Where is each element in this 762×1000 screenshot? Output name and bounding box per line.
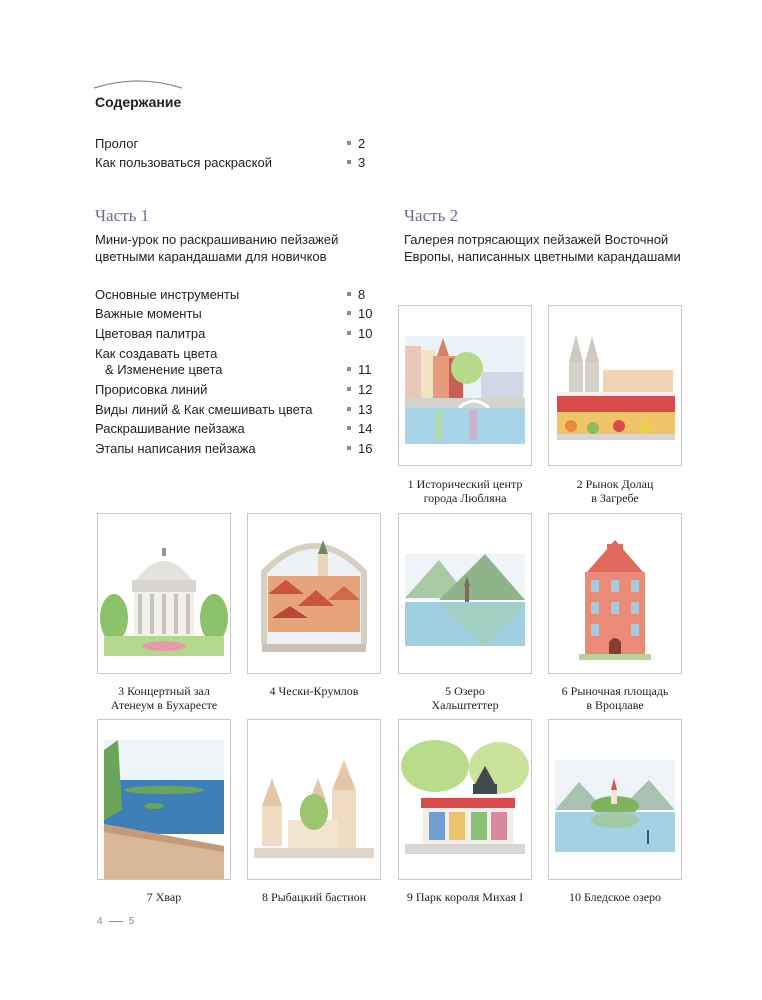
folio-divider: [109, 921, 123, 922]
toc-row[interactable]: [95, 306, 375, 322]
toc-row-label: Пролог: [95, 136, 139, 151]
toc-row-prologue[interactable]: [95, 136, 375, 152]
toc-row-howto[interactable]: [95, 155, 375, 171]
caption-line1: Бледское озеро: [583, 890, 662, 904]
bastion-illustration: [248, 720, 380, 879]
part1-heading: Часть 1: [95, 206, 150, 225]
caption-4: [239, 684, 389, 698]
gallery-thumb-park[interactable]: [398, 719, 532, 880]
toc-row-page: 2: [358, 136, 366, 151]
caption-line1: Озеро: [454, 684, 485, 698]
gallery-thumb-dolac[interactable]: [548, 305, 682, 466]
caption-line2: в Загребе: [591, 491, 639, 505]
caption-number: 2: [576, 477, 583, 491]
caption-line2: в Вроцлаве: [586, 698, 644, 712]
caption-line1: Хвар: [155, 890, 182, 904]
toc-row-label: Этапы написания пейзажа: [95, 441, 256, 456]
page-number-right: 5: [128, 916, 135, 927]
gallery-thumb-ljubljana[interactable]: [398, 305, 532, 466]
toc-row-page: 12: [358, 382, 373, 397]
caption-number: 9: [406, 890, 413, 904]
page-number-left: 4: [97, 916, 103, 927]
toc-title: Содержание: [95, 94, 182, 110]
caption-1: [390, 477, 540, 505]
caption-number: 4: [269, 684, 276, 698]
caption-number: 10: [568, 890, 581, 904]
caption-9: [390, 890, 540, 904]
bullet-icon: [347, 141, 351, 145]
wroclaw-illustration: [549, 514, 681, 673]
toc-row-label: Как создавать цвета: [95, 346, 218, 361]
caption-2: [540, 477, 690, 505]
caption-line2: города Любляна: [423, 491, 507, 505]
caption-7: [89, 890, 239, 904]
bullet-icon: [347, 446, 351, 450]
part2-heading: Часть 2: [404, 206, 459, 225]
gallery-thumb-hallstatt[interactable]: [398, 513, 532, 674]
caption-number: 7: [146, 890, 153, 904]
gallery-thumb-krumlov[interactable]: [247, 513, 381, 674]
gallery-thumb-wroclaw[interactable]: [548, 513, 682, 674]
hvar-illustration: [98, 720, 230, 879]
caption-line1: Парк короля Михая I: [415, 890, 524, 904]
toc-row[interactable]: [95, 441, 375, 457]
caption-5: [390, 684, 540, 712]
toc-row-page: 10: [358, 326, 373, 341]
ljubljana-illustration: [399, 306, 531, 465]
toc-row-page: 3: [358, 155, 366, 170]
caption-line2: Хальштеттер: [431, 698, 499, 712]
gallery-thumb-atheneum[interactable]: [97, 513, 231, 674]
toc-row-page: 10: [358, 306, 373, 321]
toc-row-label: Основные инструменты: [95, 287, 240, 302]
park-illustration: [399, 720, 531, 879]
toc-row-page: 14: [358, 421, 373, 436]
toc-row-label-continued: & Изменение цвета: [105, 362, 223, 377]
decorative-arc: [92, 76, 184, 90]
toc-row-label: Прорисовка линий: [95, 382, 208, 397]
caption-number: 3: [118, 684, 125, 698]
gallery-thumb-bled[interactable]: [548, 719, 682, 880]
bullet-icon: [347, 387, 351, 391]
toc-row-page: 8: [358, 287, 366, 302]
hallstatt-illustration: [399, 514, 531, 673]
bullet-icon: [347, 331, 351, 335]
caption-line2: Атенеум в Бухаресте: [110, 698, 218, 712]
gallery-thumb-hvar[interactable]: [97, 719, 231, 880]
caption-number: 1: [407, 477, 414, 491]
caption-line1: Концертный зал: [127, 684, 210, 698]
toc-row-page: 11: [358, 362, 372, 377]
bullet-icon: [347, 311, 351, 315]
caption-number: 5: [445, 684, 452, 698]
caption-8: [239, 890, 389, 904]
bullet-icon: [347, 292, 351, 296]
toc-row[interactable]: [95, 287, 375, 303]
toc-row-label: Виды линий & Как смешивать цвета: [95, 402, 313, 417]
toc-row[interactable]: [95, 346, 375, 378]
toc-row[interactable]: [95, 382, 375, 398]
toc-row[interactable]: [95, 402, 375, 418]
bullet-icon: [347, 426, 351, 430]
toc-row-label: Цветовая палитра: [95, 326, 206, 341]
toc-row-label: Раскрашивание пейзажа: [95, 421, 245, 436]
part2-subtitle: Галерея потрясающих пейзажей Восточной Европы, написанных цветными карандашами: [404, 232, 681, 264]
caption-line1: Чески-Крумлов: [278, 684, 359, 698]
bullet-icon: [347, 367, 351, 371]
caption-line1: Рынок Долац: [585, 477, 654, 491]
part1-subtitle: Мини-урок по раскрашиванию пейзажей цветными карандашами для новичков: [95, 232, 339, 264]
toc-row-label: Важные моменты: [95, 306, 202, 321]
atheneum-illustration: [98, 514, 230, 673]
krumlov-illustration: [248, 514, 380, 673]
caption-line1: Рыночная площадь: [570, 684, 669, 698]
toc-row-page: 13: [358, 402, 373, 417]
toc-row-page: 16: [358, 441, 373, 456]
caption-number: 8: [261, 890, 268, 904]
caption-3: [89, 684, 239, 712]
caption-6: [540, 684, 690, 712]
toc-row[interactable]: [95, 421, 375, 437]
caption-number: 6: [561, 684, 568, 698]
toc-row[interactable]: [95, 326, 375, 342]
bled-illustration: [549, 720, 681, 879]
toc-row-label: Как пользоваться раскраской: [95, 155, 273, 170]
caption-10: [540, 890, 690, 904]
gallery-thumb-bastion[interactable]: [247, 719, 381, 880]
page-numbers: [97, 916, 134, 927]
bullet-icon: [347, 160, 351, 164]
caption-line1: Исторический центр: [416, 477, 523, 491]
caption-line1: Рыбацкий бастион: [270, 890, 367, 904]
bullet-icon: [347, 407, 351, 411]
dolac-illustration: [549, 306, 681, 465]
